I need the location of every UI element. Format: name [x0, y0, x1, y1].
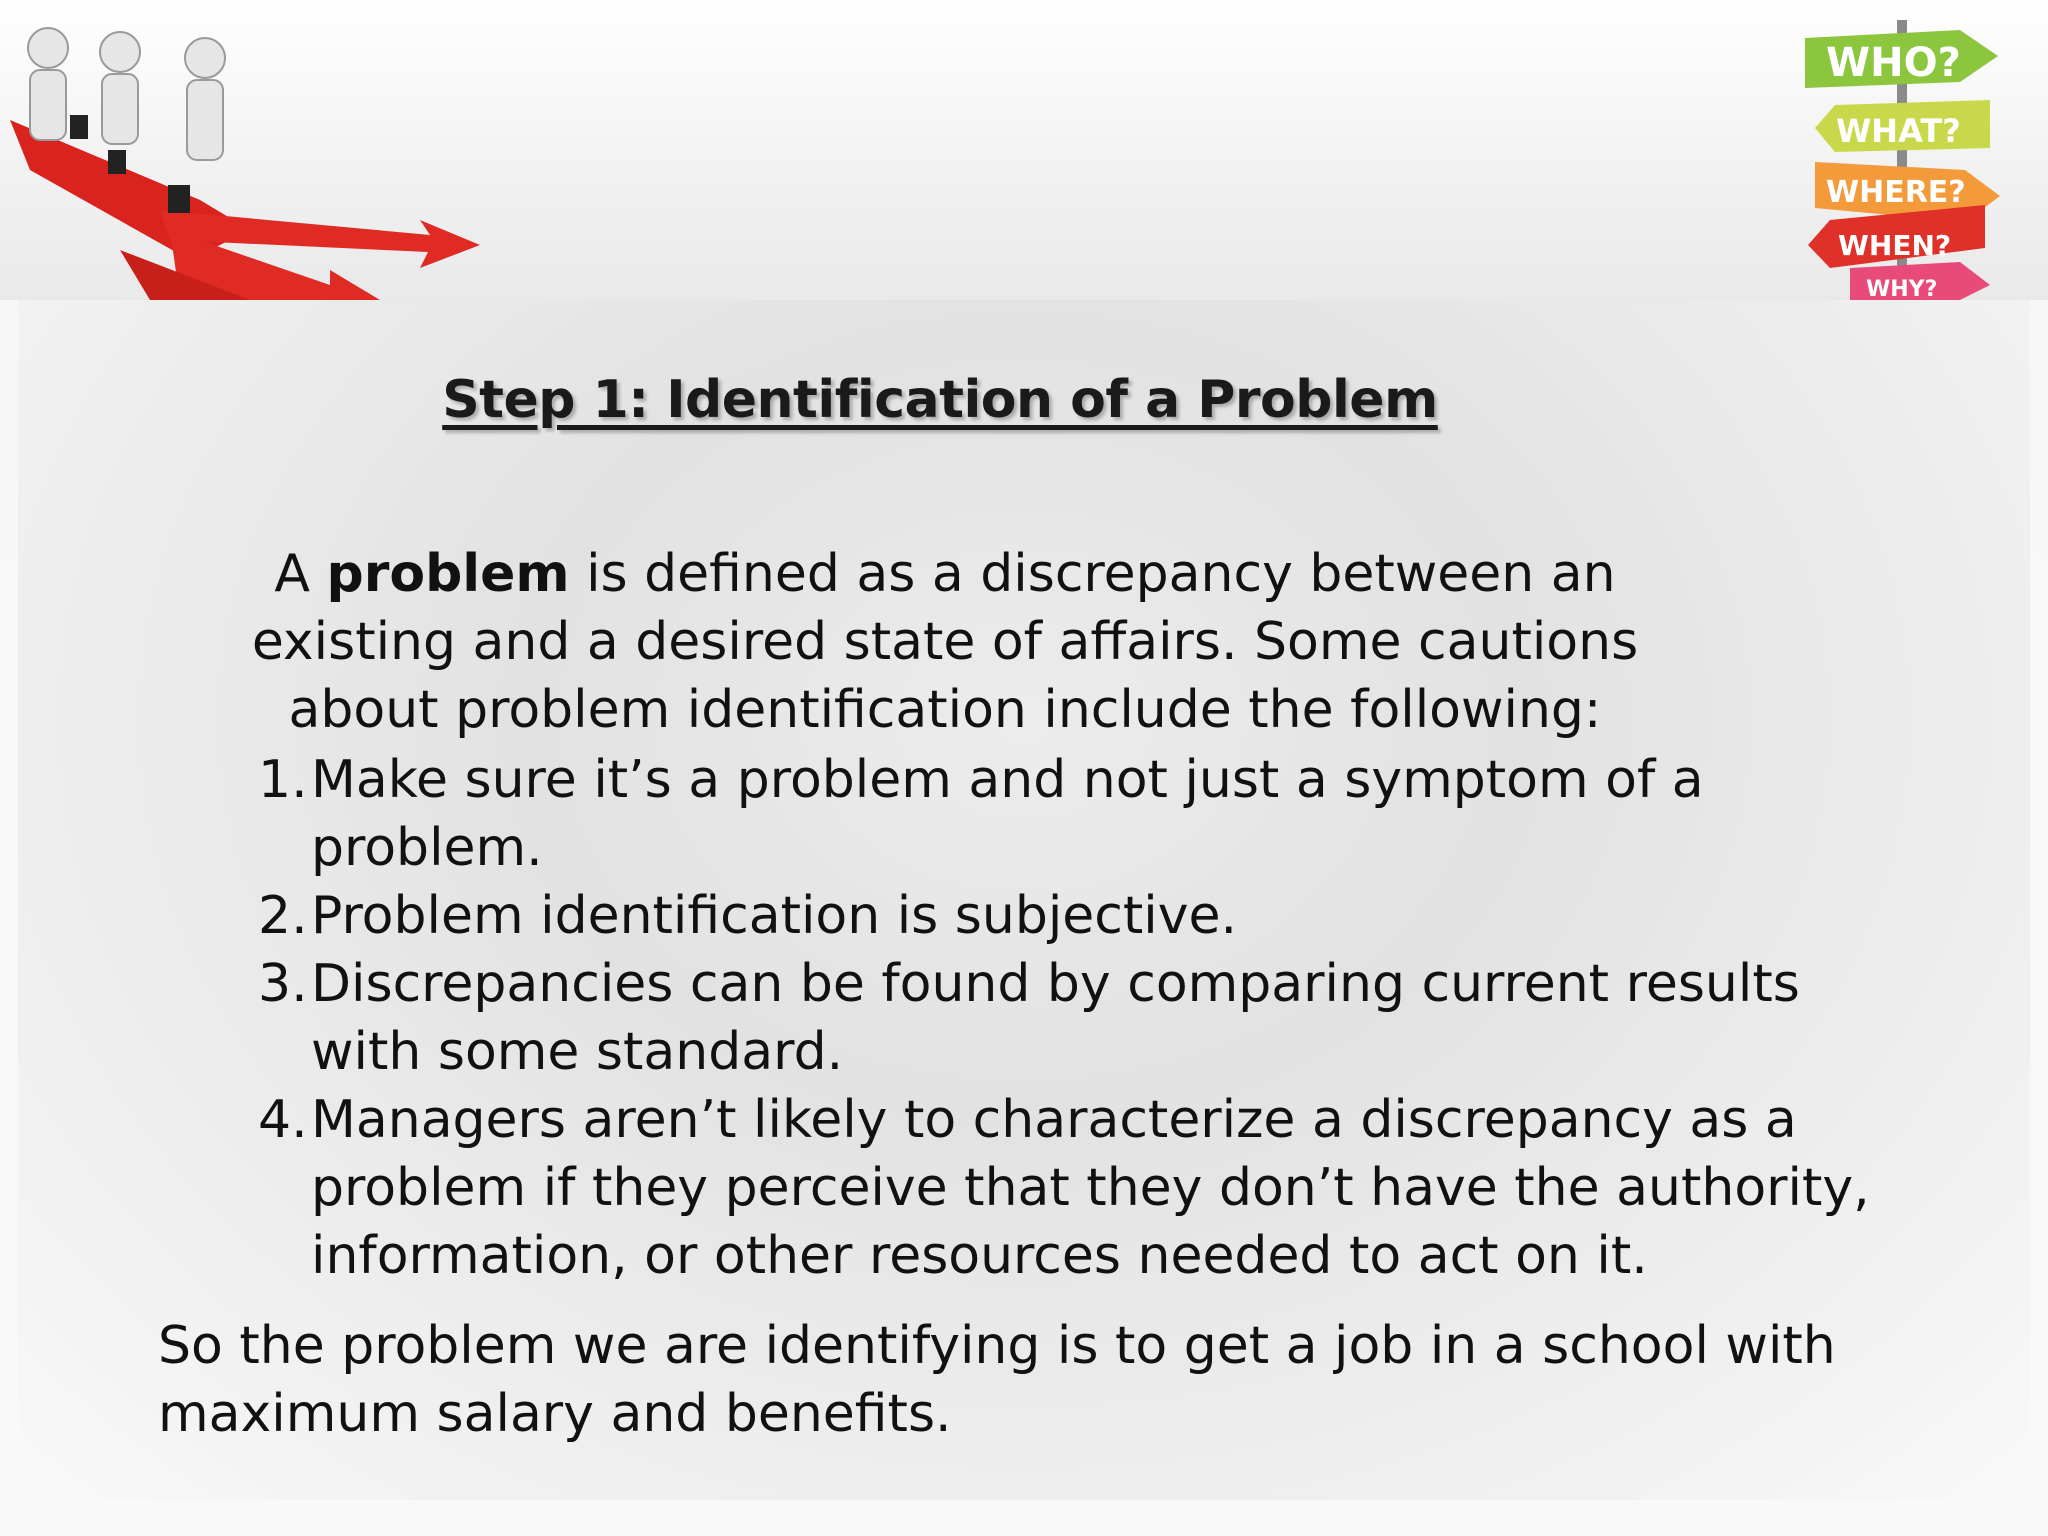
list-item [258, 1086, 1878, 1290]
header-illustration [0, 0, 2048, 300]
list-item-number: 4. [258, 1090, 308, 1150]
list-item-text: Discrepancies can be found by comparing current results with some standard. [311, 954, 1800, 1082]
sign-who-text: WHO? [1826, 40, 1961, 86]
list-item [258, 950, 1878, 1086]
list-item-text: Problem identification is subjective. [311, 886, 1237, 946]
list-item-number: 1. [258, 750, 308, 810]
intro-lead: A [274, 544, 310, 604]
intro-rest: is defined as a discrepancy between an existing and a desired state of affairs. Some cautions about problem identification include the following: [251, 544, 1639, 740]
list-item-number: 3. [258, 954, 308, 1014]
list-item-number: 2. [258, 886, 308, 946]
cautions-list [258, 746, 1878, 1290]
intro-paragraph [200, 540, 1690, 744]
sign-why-text: WHY? [1866, 277, 1938, 300]
red-arrows-icon [10, 120, 480, 300]
list-item [258, 746, 1878, 882]
business-people-icon [28, 28, 225, 160]
list-item-text: Managers aren’t likely to characterize a discrepancy as a problem if they perceive that they don’t have the authority, information, or other resources needed to act on it. [311, 1090, 1870, 1286]
intro-keyword: problem [326, 544, 570, 604]
list-item-text: Make sure it’s a problem and not just a symptom of a problem. [311, 750, 1704, 878]
slide-title: Step 1: Identification of a Problem [442, 370, 1438, 430]
question-signpost-icon [1805, 20, 2000, 300]
sign-when-text: WHEN? [1838, 229, 1952, 262]
sign-where-text: WHERE? [1826, 175, 1966, 210]
conclusion-text: So the problem we are identifying is to get a job in a school with maximum salary and benefits. [158, 1316, 1836, 1444]
list-item [258, 882, 1878, 950]
sign-what-text: WHAT? [1836, 112, 1961, 150]
